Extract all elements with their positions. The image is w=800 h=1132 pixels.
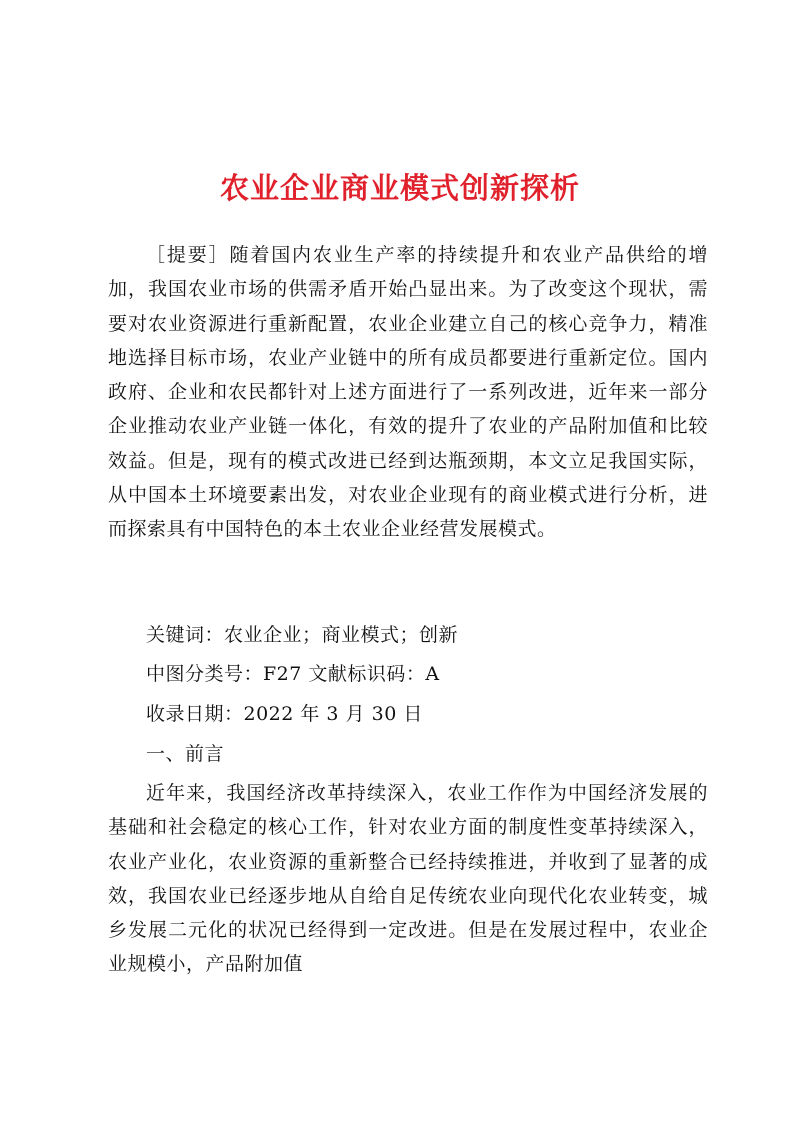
intro-paragraph: 近年来，我国经济改革持续深入，农业工作作为中国经济发展的基础和社会稳定的核心工作，针对农业方面的制度性变革持续深入，农业产业化，农业资源的重新整合已经持续推进，并收到了显著的成效，我国农业已经逐步地从自给自足传统农业向现代化农业转变，城乡发展二元化的状况已经得到一定改进。但是在发展过程中，农业企业规模小，产品附加值 [108, 782, 708, 976]
keywords-line: 关键词：农业企业；商业模式；创新 [146, 624, 459, 646]
section-heading: 一、前言 [146, 743, 225, 765]
classification-line: 中图分类号：F27 文献标识码：A [146, 663, 440, 685]
received-date-line: 收录日期：2022 年 3 月 30 日 [146, 703, 423, 725]
abstract-paragraph: ［提要］随着国内农业生产率的持续提升和农业产品供给的增加，我国农业市场的供需矛盾开始凸显出来。为了改变这个现状，需要对农业资源进行重新配置，农业企业建立自己的核心竞争力，精准地选择目标市场，农业产业链中的所有成员都要进行重新定位。国内政府、企业和农民都针对上述方面进行了一系列改进，近年来一部分企业推动农业产业链一体化，有效的提升了农业的产品附加值和比较效益。但是，现有的模式改进已经到达瓶颈期，本文立足我国实际，从中国本土环境要素出发，对农业企业现有的商业模式进行分析，进而探索具有中国特色的本土农业企业经营发展模式。 [108, 244, 708, 541]
document-title: 农业企业商业模式创新探析 [219, 171, 580, 205]
